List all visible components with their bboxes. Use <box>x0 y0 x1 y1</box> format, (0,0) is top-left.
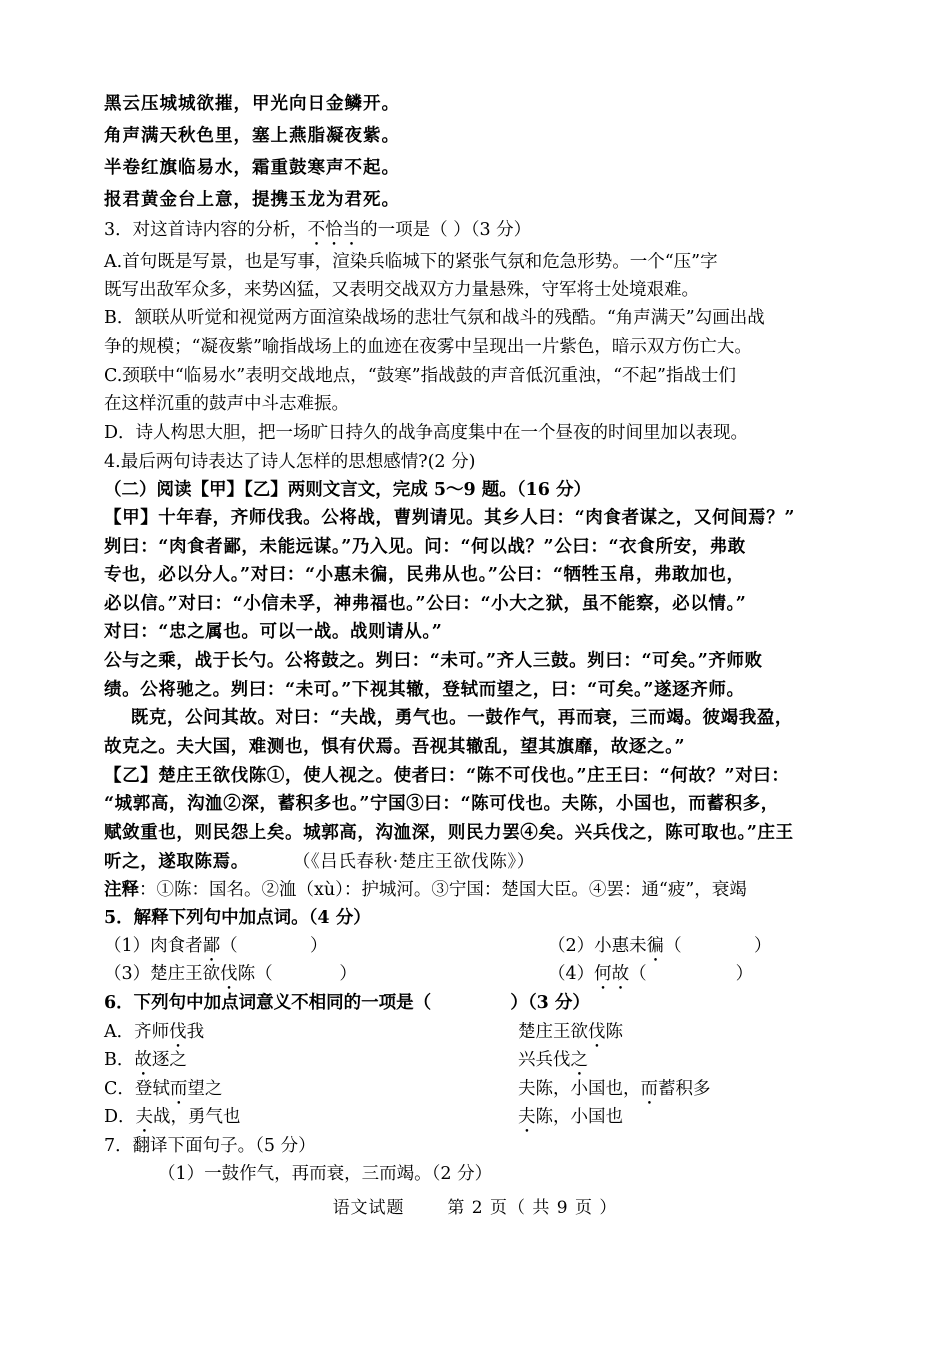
q6-a-left-pre: A．齐师 <box>104 1022 170 1042</box>
q4-stem: 4.最后两句诗表达了诗人怎样的思想感情?(2 分) <box>104 452 476 472</box>
q6-a-right-word: 伐 <box>588 1022 606 1042</box>
q5-item-3 <box>104 962 357 994</box>
q3-stem-b: 的一项是（ ）（3 分） <box>360 220 532 240</box>
jia-line-1: 【甲】十年春，齐师伐我。公将战，曹刿请见。其乡人曰：“肉食者谋之，又何间焉？” <box>104 508 796 528</box>
q6-c-left-word: 而 <box>169 1079 188 1099</box>
q5-item-2-blank: （ ） <box>664 936 772 956</box>
q6-c-right-pre: 夫陈，小国也， <box>518 1079 641 1099</box>
q7-item-1: （1）一鼓作气，再而衰，三而竭。（2 分） <box>158 1164 493 1184</box>
note-text: ：①陈：国名。②洫（xù）：护城河。③宁国：楚国大臣。④罢：通“疲”，衰竭 <box>139 880 747 900</box>
q5-item-4 <box>548 962 753 994</box>
q5-item-2-word: 徧 <box>646 936 665 956</box>
q6-row-b-right <box>518 1048 588 1080</box>
jia-line-5: 对曰：“忠之属也。可以一战。战则请从。” <box>104 622 443 642</box>
yi-line-1: 【乙】楚庄王欲伐陈①，使人视之。使者曰：“陈不可伐也。”庄王曰：“何故？”对曰： <box>104 766 790 786</box>
q6-c-left-post: 望之 <box>187 1079 223 1099</box>
q5-item-1-blank: （ ） <box>220 936 328 956</box>
q3-stem-dotted: 不恰当 <box>307 220 361 240</box>
q3-option-b-line1: B．颔联从听觉和视觉两方面渲染战场的悲壮气氛和战斗的残酷。“角声满天”勾画出战 <box>104 308 765 328</box>
q5-item-3-suffix: 陈 <box>237 964 256 984</box>
q6-b-left-pre: B． <box>104 1050 135 1070</box>
q6-b-left-post: 逐之 <box>151 1050 187 1070</box>
q5-item-3-blank: （ ） <box>255 964 357 984</box>
q6-a-right-post: 陈 <box>605 1022 623 1042</box>
q6-d-right-word: 夫 <box>518 1107 536 1127</box>
jia-line-3: 专也，必以分人。”对曰：“小惠未徧，民弗从也。”公曰：“牺牲玉帛，弗敢加也， <box>104 565 745 585</box>
footer-subject: 语文试题 <box>332 1198 405 1218</box>
q3-option-d: D．诗人构思大胆，把一场旷日持久的战争高度集中在一个昼夜的时间里加以表现。 <box>104 423 749 443</box>
poem-line-4: 报君黄金台上意，提携玉龙为君死。 <box>104 190 400 210</box>
q3-option-c-line2: 在这样沉重的鼓声中斗志难振。 <box>104 394 349 414</box>
jia-line-4: 必以信。”对曰：“小信未孚，神弗福也。”公曰：“小大之狱，虽不能察，必以情。” <box>104 594 747 614</box>
poem-line-3: 半卷红旗临易水，霜重鼓寒声不起。 <box>104 158 400 178</box>
yi-line-2: “城郭高，沟洫②深，蓄积多也。”宁国③曰：“陈可伐也。夫陈，小国也，而蓄积多， <box>104 794 779 814</box>
jia-line-6: 公与之乘，战于长勺。公将鼓之。刿曰：“未可。”齐人三鼓。刿曰：“可矣。”齐师败 <box>104 651 763 671</box>
q5-stem: 5．解释下列句中加点词。（4 分） <box>104 908 371 928</box>
q5-item-3-prefix: （3）楚庄王欲 <box>104 964 221 984</box>
q6-stem: 6．下列句中加点词意义不相同的一项是（ ）（3 分） <box>104 993 590 1013</box>
yi-line-4 <box>104 850 535 874</box>
q6-b-right-word: 之 <box>570 1050 588 1070</box>
yi-source: （《吕氏春秋·楚庄王欲伐陈》） <box>292 852 535 872</box>
q5-item-1-word: 鄙 <box>202 936 221 956</box>
q6-a-right-pre: 楚庄王欲 <box>518 1022 588 1042</box>
q5-item-4-prefix: （4） <box>548 964 595 984</box>
q3-option-a-line1: A.首句既是写景，也是写事，渲染兵临城下的紧张气氛和危急形势。一个“压”字 <box>104 252 718 272</box>
q3-option-b-line2: 争的规模；“凝夜紫”喻指战场上的血迹在夜雾中呈现出一片紫色，暗示双方伤亡大。 <box>104 337 752 357</box>
note-label: 注释 <box>104 880 139 900</box>
q3-stem-a: 3．对这首诗内容的分析， <box>104 220 308 240</box>
q3-option-c-line1: C.颈联中“临易水”表明交战地点，“鼓寒”指战鼓的声音低沉重浊，“不起”指战士们 <box>104 366 737 386</box>
q6-d-left-word: 夫 <box>135 1107 154 1127</box>
q5-item-4-blank: （ ） <box>629 964 754 984</box>
q6-row-d-right <box>518 1105 623 1137</box>
q7-stem: 7．翻译下面句子。（5 分） <box>104 1136 316 1156</box>
jia-line-7: 绩。公将驰之。刿曰：“未可。”下视其辙，登轼而望之，曰：“可矣。”遂逐齐师。 <box>104 680 745 700</box>
q6-d-left-post: 战，勇气也 <box>153 1107 241 1127</box>
q3-option-a-line2: 既写出敌军众多，来势凶猛，又表明交战双方力量悬殊，守军将士处境艰难。 <box>104 280 699 300</box>
page-footer <box>0 1193 950 1218</box>
poem-line-1: 黑云压城城欲摧，甲光向日金鳞开。 <box>104 94 400 114</box>
q5-item-1-prefix: （1）肉食者 <box>104 936 203 956</box>
q5-item-4-word: 何故 <box>594 964 630 984</box>
q6-b-right-pre: 兴兵伐 <box>518 1050 571 1070</box>
q6-c-left-pre: C．登轼 <box>104 1079 170 1099</box>
q6-a-left-post: 我 <box>186 1022 205 1042</box>
q6-d-right-post: 陈，小国也 <box>535 1107 623 1127</box>
q5-item-2-prefix: （2）小惠未 <box>548 936 647 956</box>
yi-line-4-text: 听之，遂取陈焉。 <box>104 852 249 872</box>
yi-line-3: 赋敛重也，则民怨上矣。城郭高，沟洫深，则民力罢④矣。兴兵伐之，陈可取也。”庄王 <box>104 823 794 843</box>
annotation-note <box>104 878 747 902</box>
jia-line-9: 故克之。夫大国，难测也，惧有伏焉。吾视其辙乱，望其旗靡，故逐之。” <box>104 737 686 757</box>
jia-line-2: 刿曰：“肉食者鄙，未能远谋。”乃入见。问：“何以战？”公曰：“衣食所安，弗敢 <box>104 537 746 557</box>
jia-line-8: 既克，公问其故。对曰：“夫战，勇气也。一鼓作气，再而衰，三而竭。彼竭我盈， <box>104 708 794 728</box>
q5-item-3-word: 伐 <box>220 964 238 984</box>
footer-page-number: 第 2 页（ 共 9 页 ） <box>447 1198 618 1218</box>
section2-heading: （二）阅读【甲】【乙】两则文言文，完成 5～9 题。（16 分） <box>104 480 591 500</box>
q6-b-left-word: 故 <box>134 1050 152 1070</box>
q6-row-d-left <box>104 1105 241 1137</box>
q6-c-right-word: 而 <box>640 1079 658 1099</box>
q6-row-b-left <box>104 1048 187 1080</box>
q6-a-left-word: 伐 <box>169 1022 187 1042</box>
q6-d-left-pre: D． <box>104 1107 136 1127</box>
q3-stem <box>104 218 531 250</box>
poem-line-2: 角声满天秋色里，塞上燕脂凝夜紫。 <box>104 126 400 146</box>
q6-c-right-post: 蓄积多 <box>658 1079 711 1099</box>
